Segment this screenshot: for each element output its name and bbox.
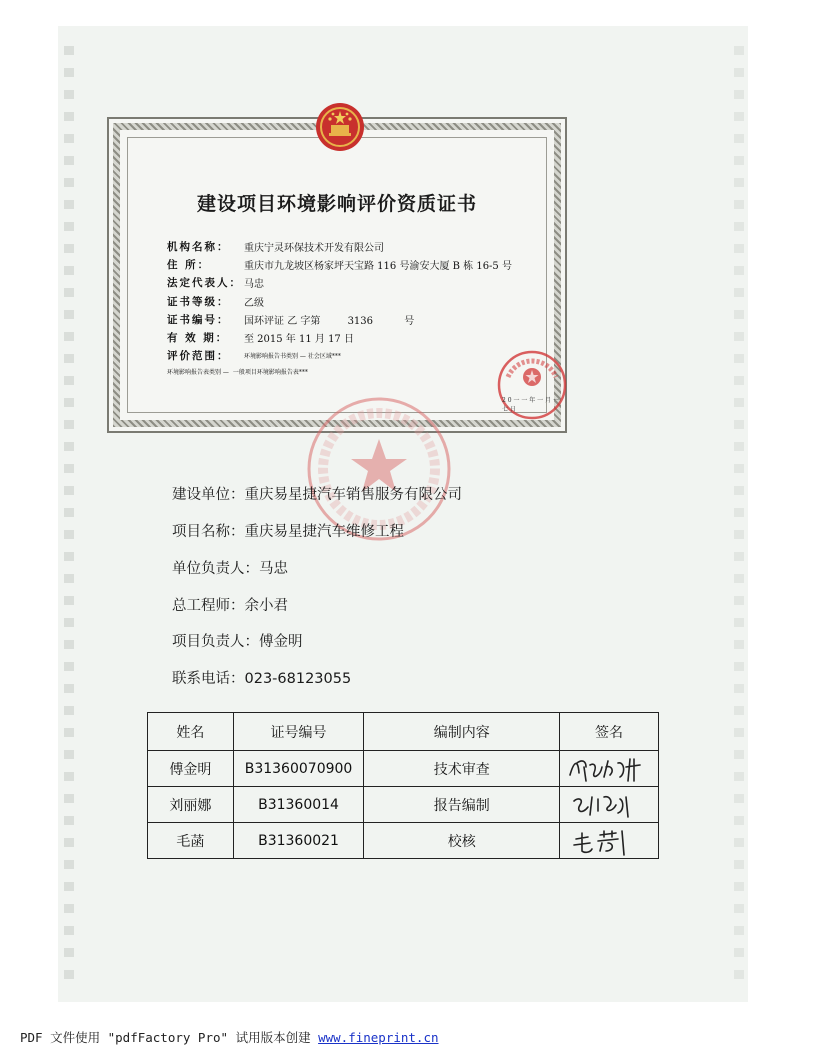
table-row xyxy=(148,823,659,859)
unit-head: 单位负责人：马忠 xyxy=(172,561,288,577)
field-organization: 机构名称： 重庆宁灵环保技术开发有限公司 xyxy=(167,240,384,254)
header-id: 证号编号 xyxy=(233,713,364,751)
field-validity: 有 效 期： 至 2015 年 11 月 17 日 xyxy=(167,332,354,346)
binding-holes-right xyxy=(734,46,744,986)
handwritten-signature-icon xyxy=(564,825,654,857)
pdf-footer xyxy=(20,1028,439,1046)
cell-id: B31360021 xyxy=(233,823,364,859)
header-content: 编制内容 xyxy=(364,713,560,751)
cell-id: B31360070900 xyxy=(233,751,364,787)
project-head: 项目负责人：傅金明 xyxy=(172,634,303,650)
cell-content: 报告编制 xyxy=(364,787,560,823)
cell-name: 毛菡 xyxy=(148,823,234,859)
chief-engineer: 总工程师：余小君 xyxy=(172,598,288,614)
staff-table xyxy=(147,712,659,859)
cell-content: 技术审查 xyxy=(364,751,560,787)
national-emblem-icon xyxy=(314,101,366,153)
table-row xyxy=(148,787,659,823)
fineprint-link[interactable]: www.fineprint.cn xyxy=(318,1030,439,1045)
certificate-title: 建设项目环境影响评价资质证书 xyxy=(196,193,477,215)
field-scope: 评价范围： 环境影响报告书类别 — 社会区域*** xyxy=(167,350,341,363)
header-name: 姓名 xyxy=(148,713,234,751)
binding-holes-left xyxy=(64,46,74,986)
qualification-certificate xyxy=(107,117,567,433)
field-scope-table: 环境影响报告表类别 — 一般项目环境影响报告表*** xyxy=(167,368,308,376)
table-header-row xyxy=(148,713,659,751)
seal-date: 2 0 一 一 年 一 月 一 七 日 xyxy=(502,397,559,413)
project-name: 项目名称：重庆易星捷汽车维修工程 xyxy=(172,524,404,540)
cell-signature xyxy=(560,823,659,859)
header-signature: 签名 xyxy=(560,713,659,751)
cell-signature xyxy=(560,751,659,787)
handwritten-signature-icon xyxy=(564,753,654,785)
field-legal-representative: 法定代表人： 马忠 xyxy=(167,277,264,291)
field-grade: 证书等级： 乙级 xyxy=(167,295,264,309)
footer-text: PDF 文件使用 "pdfFactory Pro" 试用版本创建 xyxy=(20,1030,319,1045)
contact-phone: 联系电话：023-68123055 xyxy=(172,671,352,687)
cell-name: 傅金明 xyxy=(148,751,234,787)
certificate-fields xyxy=(167,237,527,377)
cell-id: B31360014 xyxy=(233,787,364,823)
cell-name: 刘丽娜 xyxy=(148,787,234,823)
cell-content: 校核 xyxy=(364,823,560,859)
field-address: 住 所： 重庆市九龙坡区杨家坪天宝路 116 号渝安大厦 B 栋 16-5 号 xyxy=(167,258,512,272)
cell-signature xyxy=(560,787,659,823)
field-certificate-number: 证书编号： 国环评证 乙 字第 3136 号 xyxy=(167,313,415,327)
construction-unit: 建设单位：重庆易星捷汽车销售服务有限公司 xyxy=(172,487,462,503)
handwritten-signature-icon xyxy=(564,789,654,821)
table-row xyxy=(148,751,659,787)
